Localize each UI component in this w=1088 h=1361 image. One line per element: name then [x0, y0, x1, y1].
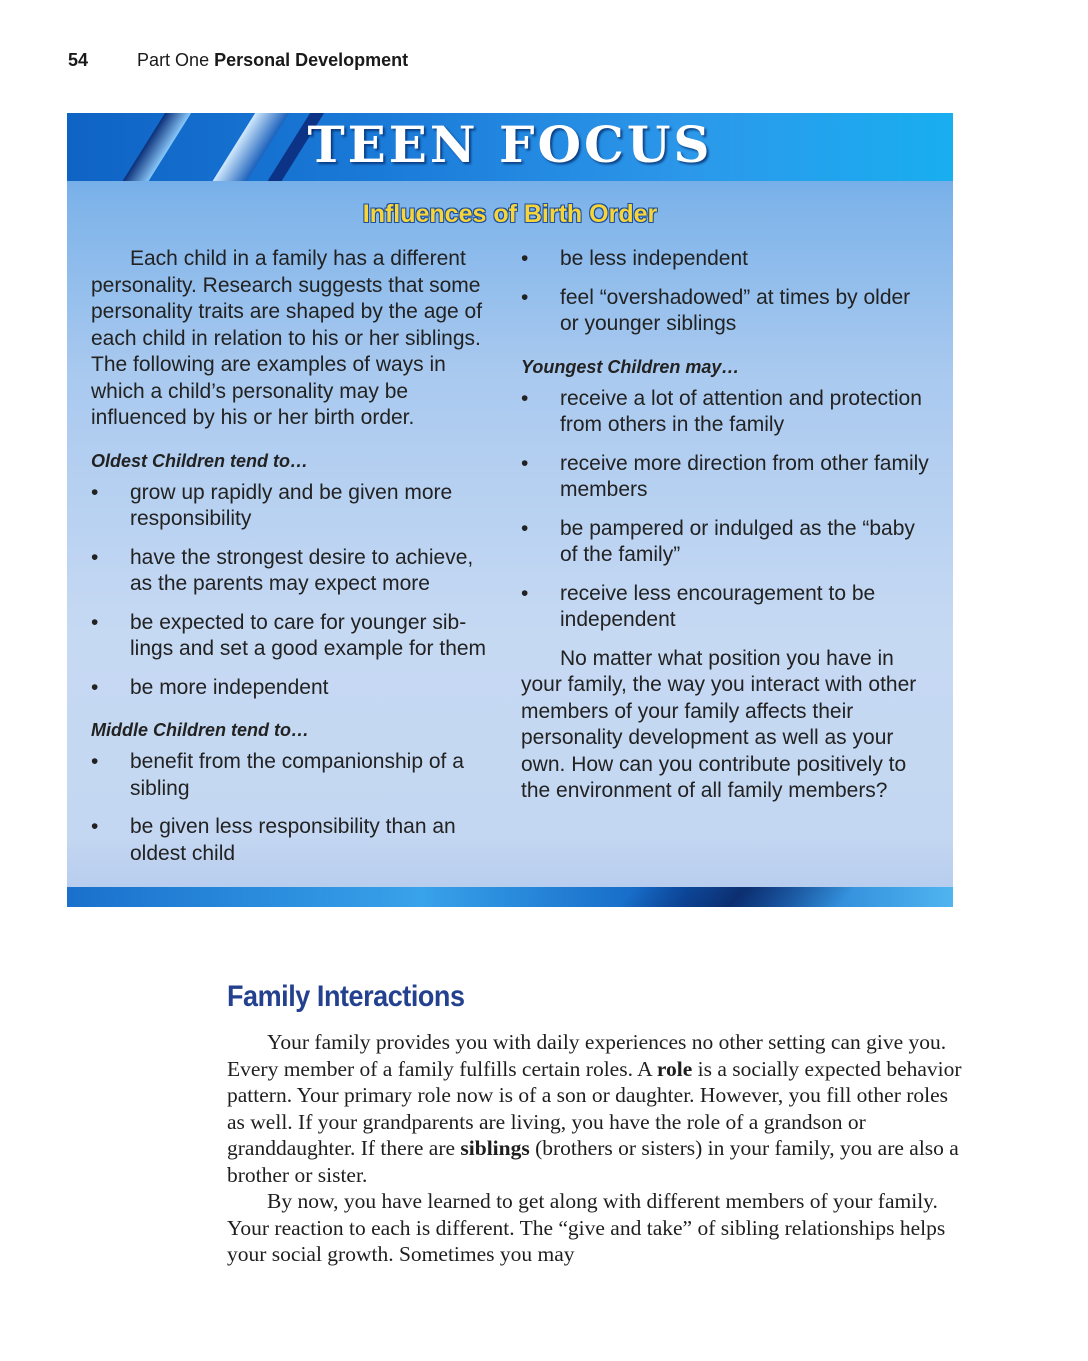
list-item: • be less independent — [521, 246, 931, 273]
feature-right-column — [521, 246, 931, 805]
list-item: • be expected to care for younger sib-lings and set a good example for them — [91, 610, 501, 663]
key-term-role: role — [656, 1056, 693, 1081]
list-item: • be given less responsibility than an oldest child — [91, 814, 501, 867]
list-item: • receive more direction from other family members — [521, 451, 931, 504]
running-head — [68, 50, 408, 71]
part-title: Personal Development — [214, 50, 409, 70]
paragraph-text: Your family provides you with daily experiences no other setting can give you. Every member of a family fulfills certain roles. A — [227, 1030, 947, 1081]
middle-children-list-continued — [521, 246, 931, 338]
middle-children-list — [91, 749, 501, 867]
body-text — [227, 1029, 962, 1268]
list-item: • receive a lot of attention and protection from others in the family — [521, 386, 931, 439]
feature-intro-paragraph: Each child in a family has a different personality. Research suggests that some personality traits are shaped by the age of each child in relation to his or her siblings. The following are examples of ways in which a child’s personality may be influenced by his or her birth order. — [91, 247, 483, 429]
youngest-children-list — [521, 386, 931, 634]
list-item: • have the strongest desire to achieve, as the parents may expect more — [91, 545, 501, 598]
feature-subtitle: Influences of Birth Order — [362, 200, 658, 228]
body-paragraph: By now, you have learned to get along with different members of your family. Your reaction to each is different. The “give and take” of sibling relationships helps your social growth. Sometimes you may — [227, 1189, 946, 1266]
section-heading: Family Interactions — [227, 980, 465, 1013]
oldest-children-list — [91, 480, 501, 702]
list-item: • grow up rapidly and be given more responsibility — [91, 480, 501, 533]
key-term-siblings: siblings — [460, 1136, 530, 1160]
paragraph-text: is a socially expected behavior pattern. Your primary role now is of a son or daughter. However, you fill other roles as well. If your grandparents are living, you have the role of a grandson or granddaughter. If there are — [227, 1056, 962, 1160]
body-paragraph — [227, 1029, 962, 1188]
part-label: Part One — [137, 50, 210, 70]
list-item: • feel “overshadowed” at times by older or younger siblings — [521, 285, 931, 338]
group-heading-middle: Middle Children tend to… — [91, 720, 309, 740]
page-number: 54 — [68, 50, 89, 70]
bottom-bar-swoosh-decoration — [619, 887, 856, 907]
feature-closing-paragraph: No matter what position you have in your family, the way you interact with other members of your family affects their personality development as well as your own. How can you contribute positively to the environment of all family members? — [521, 646, 917, 802]
list-item: • receive less encouragement to be independent — [521, 581, 931, 634]
list-item: • be pampered or indulged as the “baby of the family” — [521, 516, 931, 569]
feature-bottom-bar — [67, 887, 953, 907]
feature-banner — [67, 113, 953, 181]
feature-left-column — [91, 246, 501, 879]
list-item: • be more independent — [91, 675, 501, 702]
paragraph-text: (brothers or sisters) in your family, you are also a brother or sister. — [227, 1136, 959, 1187]
feature-title: TEEN FOCUS — [307, 115, 713, 174]
list-item: • benefit from the companionship of a sibling — [91, 749, 501, 802]
teen-focus-feature-box — [67, 113, 953, 907]
group-heading-oldest: Oldest Children tend to… — [91, 450, 309, 471]
group-heading-youngest: Youngest Children may… — [521, 356, 740, 377]
